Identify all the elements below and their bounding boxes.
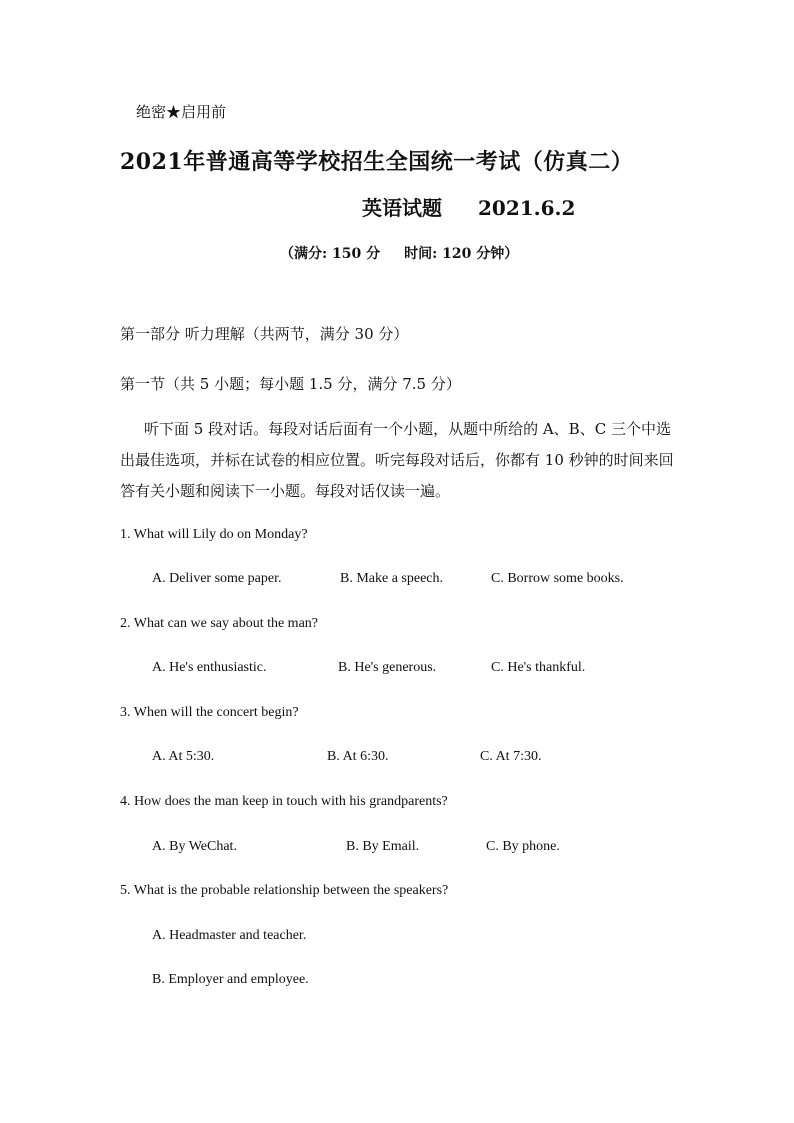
question-4-option-c: C. By phone.: [486, 839, 560, 854]
question-1-option-b: B. Make a speech.: [340, 571, 444, 586]
exam-title: 2021年普通高等学校招生全国统一考试（仿真二）: [120, 149, 634, 175]
question-3-option-a: A. At 5:30.: [152, 749, 215, 764]
question-2-option-a: A. He's enthusiastic.: [152, 660, 267, 675]
question-4-option-b: B. By Email.: [346, 839, 420, 854]
question-1-option-a: A. Deliver some paper.: [152, 571, 282, 586]
question-1-option-c: C. Borrow some books.: [491, 571, 624, 586]
question-5-option-b: B. Employer and employee.: [152, 972, 309, 987]
full-score: （满分: 150 分: [280, 246, 381, 262]
question-2-option-b: B. He's generous.: [338, 660, 437, 675]
question-3: 3. When will the concert begin?: [120, 705, 299, 720]
score-time-line: [280, 243, 518, 263]
section-heading: 第一节（共 5 小题；每小题 1.5 分，满分 7.5 分）: [120, 375, 461, 393]
question-3-option-c: C. At 7:30.: [480, 749, 542, 764]
question-2: 2. What can we say about the man?: [120, 616, 319, 631]
subject-title: 英语试题: [362, 196, 442, 220]
question-4-option-a: A. By WeChat.: [152, 839, 237, 854]
confidential-label: 绝密★启用前: [136, 103, 227, 121]
question-5: 5. What is the probable relationship between the speakers?: [120, 883, 449, 898]
question-4: 4. How does the man keep in touch with his grandparents?: [120, 794, 448, 809]
exam-date: 2021.6.2: [478, 196, 576, 220]
question-3-option-b: B. At 6:30.: [327, 749, 389, 764]
question-5-option-a: A. Headmaster and teacher.: [152, 928, 307, 943]
exam-subtitle: [362, 192, 575, 221]
listening-instructions: 听下面 5 段对话。每段对话后面有一个小题，从题中所给的 A、B、C 三个中选出最佳选项，并标在试卷的相应位置。听完每段对话后，你都有 10 秒钟的时间来回答有关小题和阅读下一小题。每段对话仅读一遍。: [120, 420, 674, 500]
time-limit: 时间: 120 分钟）: [404, 246, 519, 262]
question-1: 1. What will Lily do on Monday?: [120, 527, 308, 542]
question-2-option-c: C. He's thankful.: [491, 660, 586, 675]
part-heading: 第一部分 听力理解（共两节，满分 30 分）: [120, 325, 409, 343]
